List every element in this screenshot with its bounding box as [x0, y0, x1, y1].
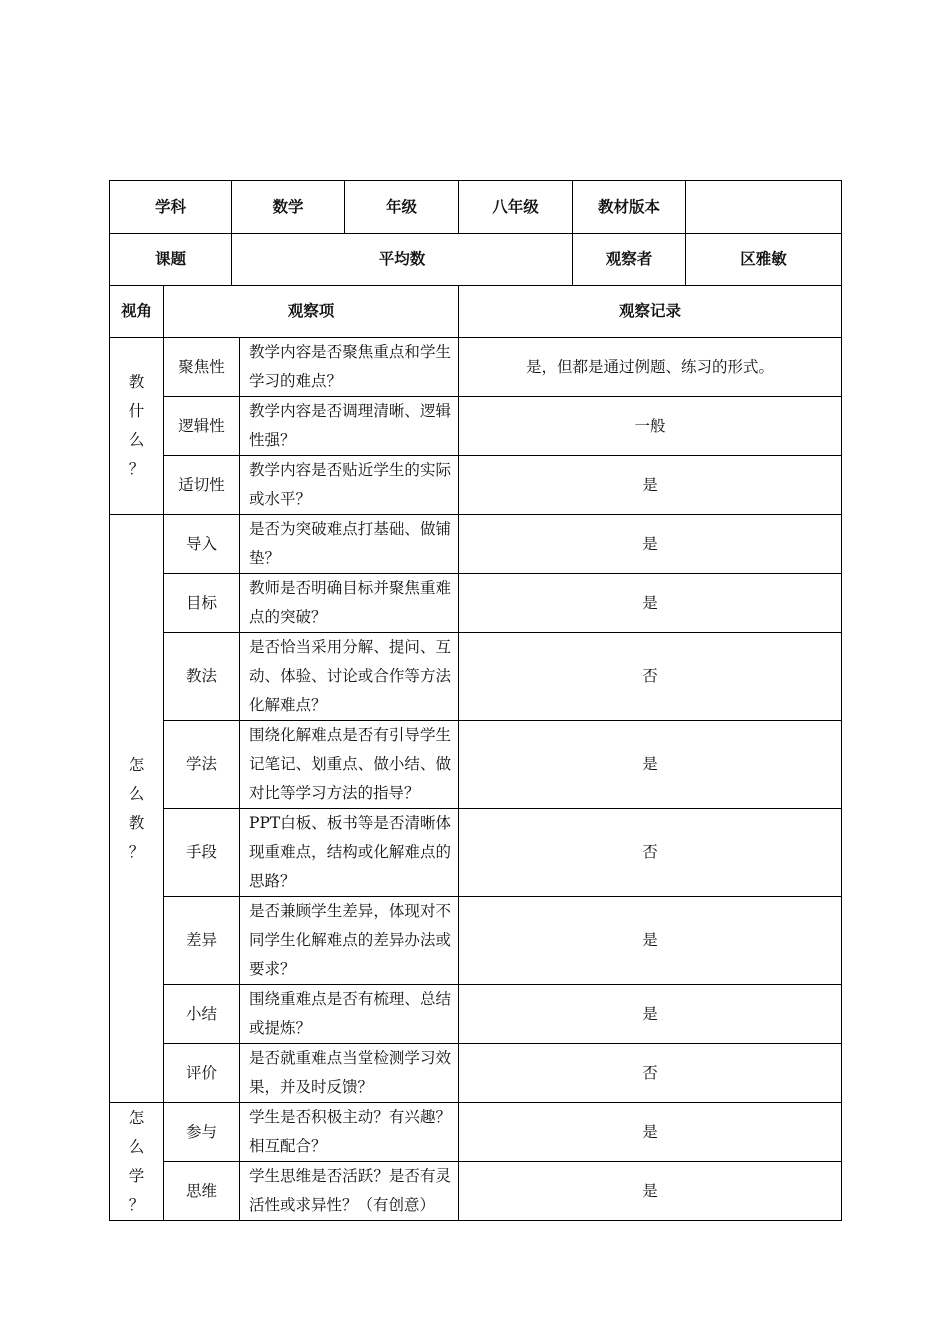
item-label: 教法 — [164, 633, 240, 721]
item-question: 教学内容是否聚焦重点和学生学习的难点？ — [240, 338, 459, 397]
item-record: 是 — [459, 985, 842, 1044]
item-question: 是否为突破难点打基础、做铺垫？ — [240, 515, 459, 574]
item-label: 参与 — [164, 1103, 240, 1162]
item-record: 否 — [459, 633, 842, 721]
item-label: 差异 — [164, 897, 240, 985]
item-question: 围绕重难点是否有梳理、总结或提炼？ — [240, 985, 459, 1044]
item-label: 目标 — [164, 574, 240, 633]
item-record: 一般 — [459, 397, 842, 456]
item-question: PPT白板、板书等是否清晰体现重难点，结构或化解难点的思路？ — [240, 809, 459, 897]
item-question: 学生思维是否活跃？是否有灵活性或求异性？（有创意） — [240, 1162, 459, 1221]
item-label: 评价 — [164, 1044, 240, 1103]
col-header-item: 观察项 — [164, 286, 459, 338]
item-record: 是 — [459, 456, 842, 515]
item-record: 是 — [459, 574, 842, 633]
item-record: 否 — [459, 1044, 842, 1103]
item-question: 教学内容是否贴近学生的实际或水平？ — [240, 456, 459, 515]
item-question: 围绕化解难点是否有引导学生记笔记、划重点、做小结、做对比等学习方法的指导？ — [240, 721, 459, 809]
subject-value: 数学 — [232, 181, 345, 234]
item-record: 是 — [459, 721, 842, 809]
item-label: 逻辑性 — [164, 397, 240, 456]
view-how-to-learn: 怎 么 学 ？ — [110, 1103, 164, 1221]
view-what-to-teach: 教 什 么 ？ — [110, 338, 164, 515]
item-label: 手段 — [164, 809, 240, 897]
grade-label: 年级 — [345, 181, 459, 234]
item-record: 是 — [459, 1162, 842, 1221]
item-label: 聚焦性 — [164, 338, 240, 397]
topic-label: 课题 — [110, 234, 232, 286]
item-question: 是否就重难点当堂检测学习效果，并及时反馈？ — [240, 1044, 459, 1103]
subject-label: 学科 — [110, 181, 232, 234]
item-label: 导入 — [164, 515, 240, 574]
item-record: 是 — [459, 1103, 842, 1162]
item-record: 是，但都是通过例题、练习的形式。 — [459, 338, 842, 397]
topic-value: 平均数 — [232, 234, 573, 286]
item-record: 是 — [459, 515, 842, 574]
item-question: 教学内容是否调理清晰、逻辑性强？ — [240, 397, 459, 456]
grade-value: 八年级 — [459, 181, 573, 234]
col-header-record: 观察记录 — [459, 286, 842, 338]
item-label: 思维 — [164, 1162, 240, 1221]
observer-value: 区雅敏 — [686, 234, 842, 286]
item-label: 小结 — [164, 985, 240, 1044]
item-label: 适切性 — [164, 456, 240, 515]
observer-label: 观察者 — [573, 234, 686, 286]
item-record: 是 — [459, 897, 842, 985]
col-header-view: 视角 — [110, 286, 164, 338]
item-label: 学法 — [164, 721, 240, 809]
item-question: 是否恰当采用分解、提问、互动、体验、讨论或合作等方法化解难点？ — [240, 633, 459, 721]
view-how-to-teach: 怎 么 教 ？ — [110, 515, 164, 1103]
observation-table — [109, 180, 842, 1221]
item-question: 教师是否明确目标并聚焦重难点的突破？ — [240, 574, 459, 633]
edition-value — [686, 181, 842, 234]
item-question: 学生是否积极主动？有兴趣？相互配合？ — [240, 1103, 459, 1162]
item-question: 是否兼顾学生差异，体现对不同学生化解难点的差异办法或要求？ — [240, 897, 459, 985]
item-record: 否 — [459, 809, 842, 897]
edition-label: 教材版本 — [573, 181, 686, 234]
